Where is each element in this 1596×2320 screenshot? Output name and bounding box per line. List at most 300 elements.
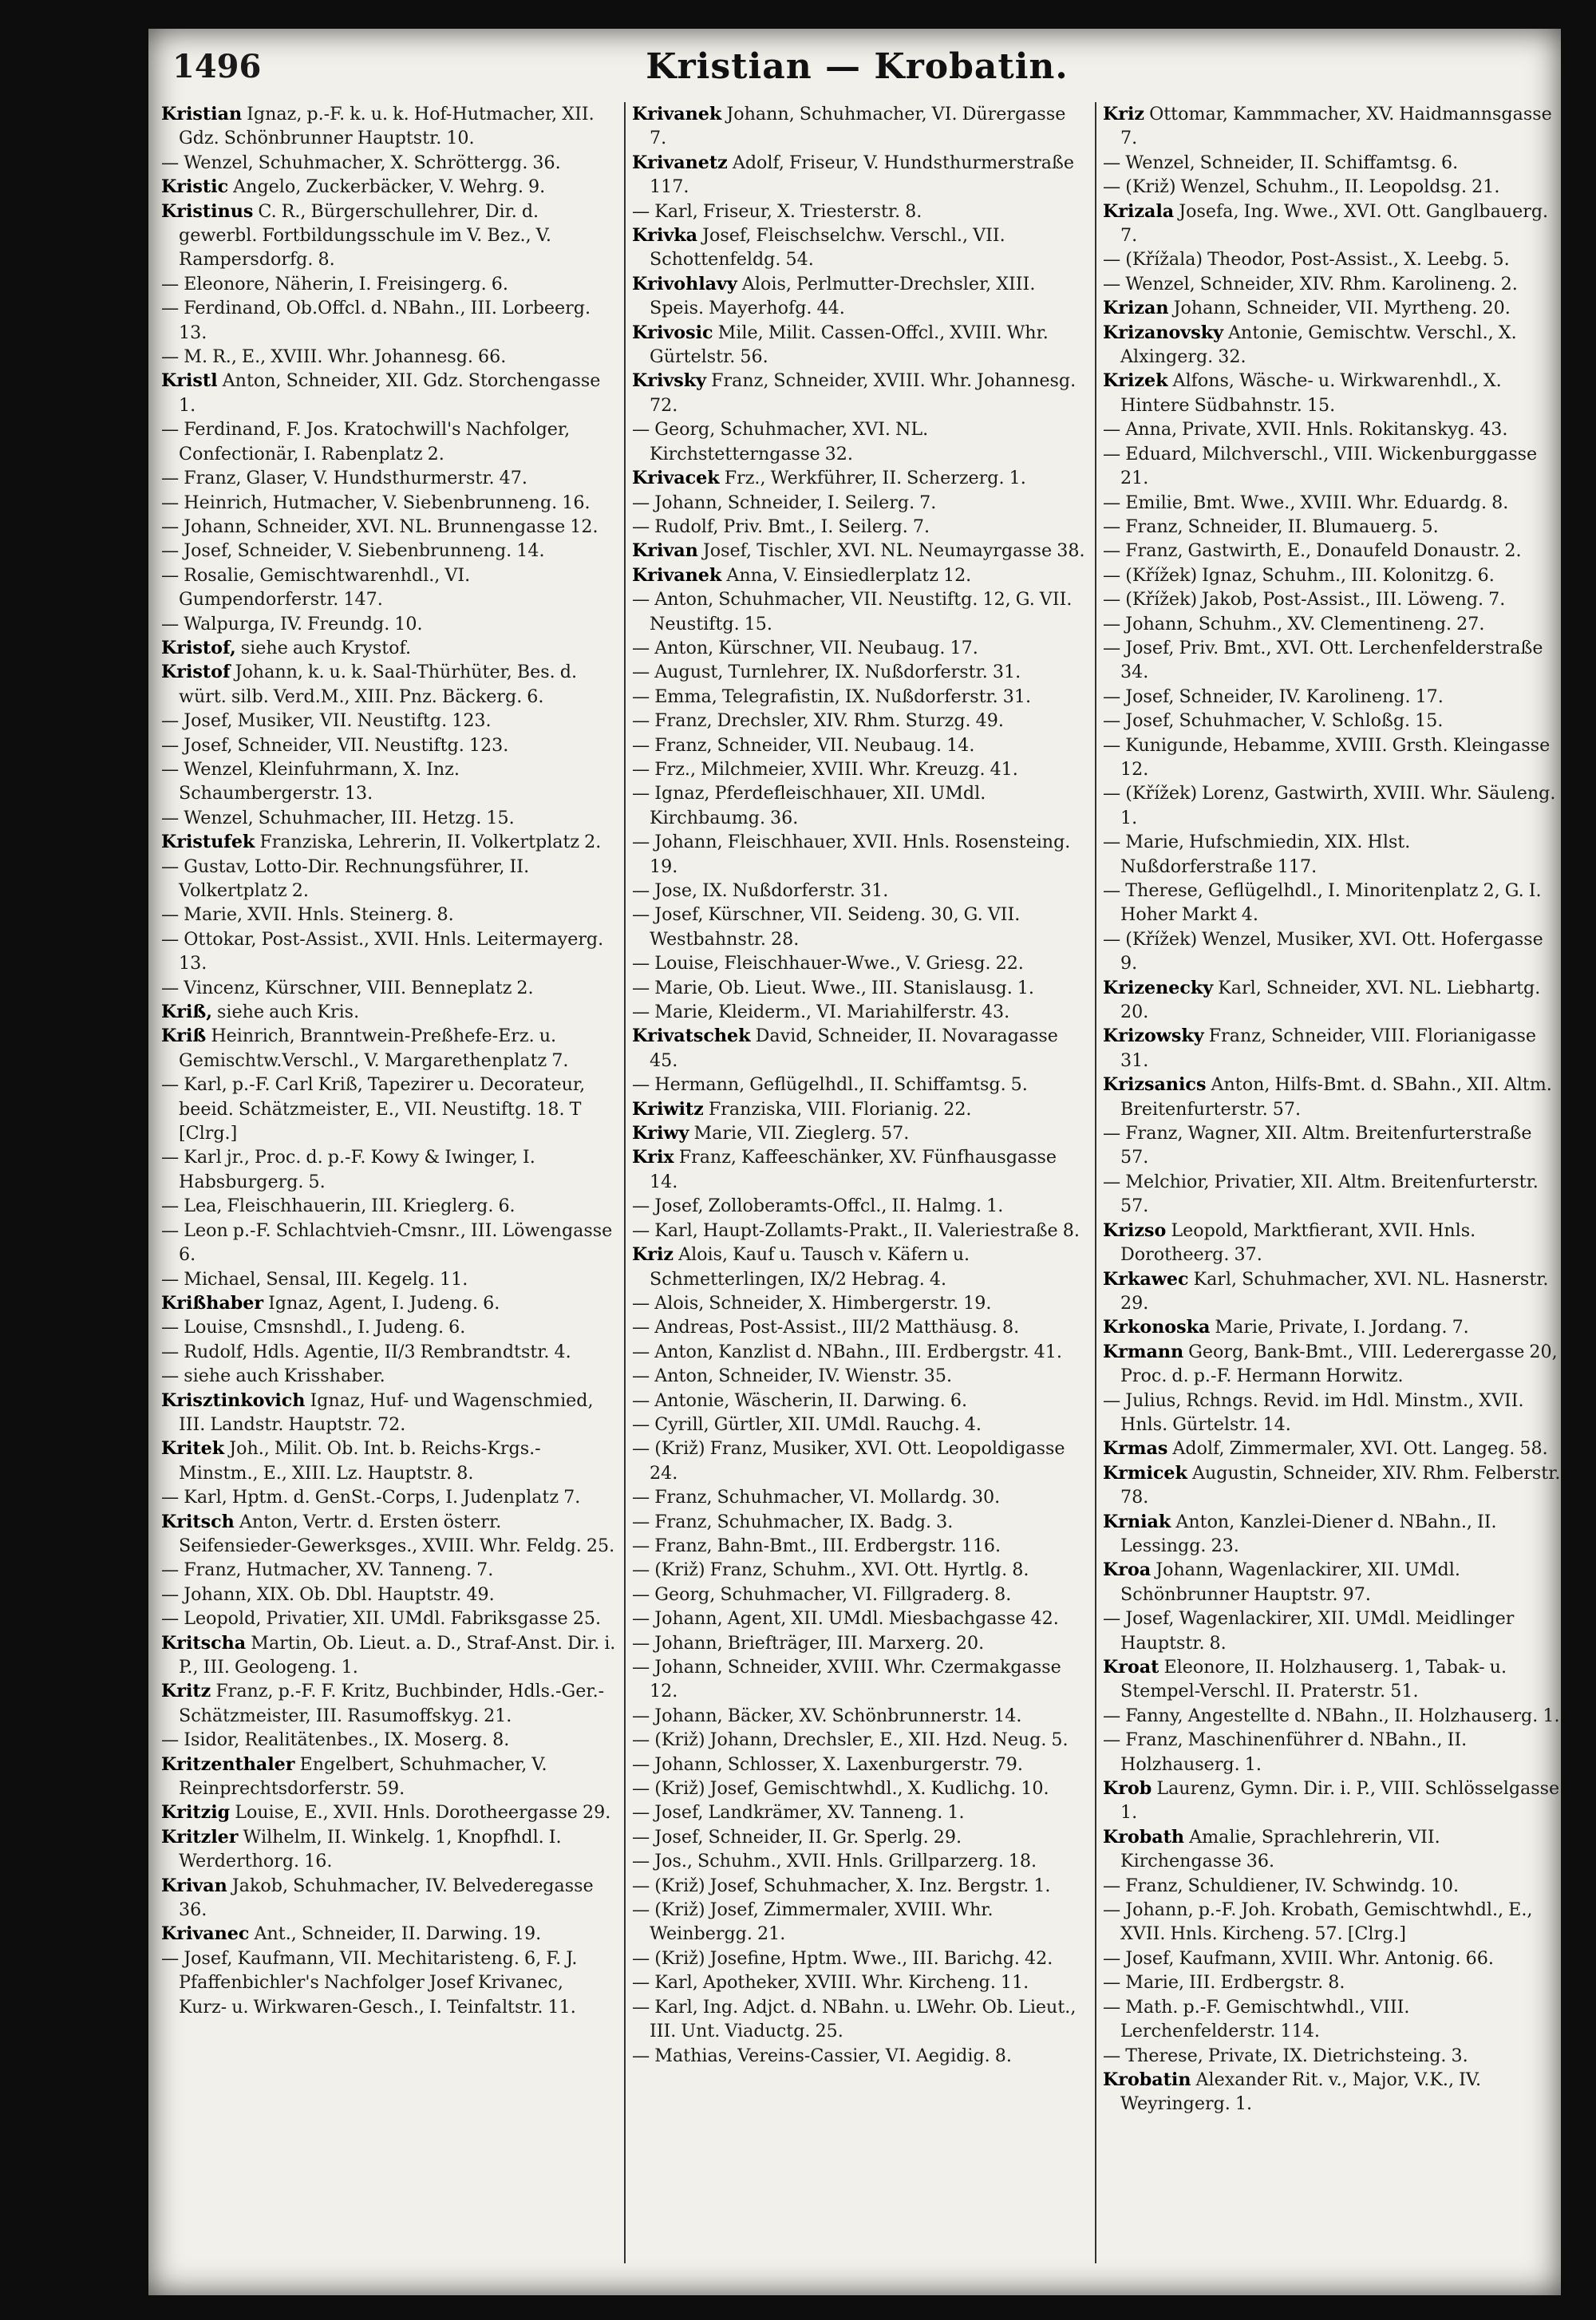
entry-surname: Krivanek (632, 564, 722, 586)
directory-entry (161, 1558, 616, 1582)
directory-entry (161, 903, 616, 927)
entry-details: Anton, Vertr. d. Ersten österr. Seifensieder-Gewerksges., XVIII. Whr. Feldg. 25. (179, 1511, 615, 1556)
entry-details: Adolf, Zimmermaler, XVI. Ott. Langeg. 58. (1167, 1438, 1548, 1460)
directory-entry (1103, 247, 1561, 271)
column-divider (624, 102, 626, 2263)
directory-entry (632, 976, 1087, 1000)
directory-entry (161, 1315, 616, 1339)
entry-details: — Hermann, Geflügelhdl., II. Schiffamtsg. 5. (632, 1074, 1028, 1096)
entry-details: — Wenzel, Kleinfuhrmann, X. Inz. Schaumbergerstr. 13. (161, 758, 460, 804)
entry-surname: Kritek (161, 1438, 225, 1460)
entry-details: — Anton, Schuhmacher, VII. Neustiftg. 12, G. VII. Neustiftg. 15. (632, 589, 1073, 634)
entry-details: — Johann, Schlosser, X. Laxenburgerstr. 79. (632, 1753, 1023, 1775)
directory-entry (632, 272, 1087, 321)
entry-details: Ignaz, Agent, I. Judeng. 6. (263, 1292, 500, 1314)
entry-details: — Melchior, Privatier, XII. Altm. Breitenfurterstr. 57. (1103, 1171, 1539, 1217)
column-1 (161, 102, 616, 2263)
directory-entry (1103, 2068, 1561, 2116)
entry-details: Ignaz, p.-F. k. u. k. Hof-Hutmacher, XII. Gdz. Schönbrunner Hauptstr. 10. (179, 104, 595, 149)
entry-details: — (Křížek) Wenzel, Musiker, XVI. Ott. Hofergasse 9. (1103, 928, 1543, 974)
entry-details: Anton, Hilfs-Bmt. d. SBahn., XII. Altm. Breitenfurterstr. 57. (1120, 1074, 1552, 1120)
directory-entry (161, 1679, 616, 1728)
directory-entry (1103, 296, 1561, 320)
entry-details: Eleonore, II. Holzhauserg. 1, Tabak- u. Stempel-Verschl. II. Praterstr. 51. (1120, 1657, 1507, 1702)
entry-surname: Krivan (161, 1875, 227, 1896)
directory-entry (632, 1121, 1087, 1145)
entry-details: — siehe auch Krisshaber. (161, 1366, 385, 1387)
entry-details: — Anton, Kürschner, VII. Neubaug. 17. (632, 637, 978, 658)
directory-entry (632, 709, 1087, 733)
entry-surname: Krivanetz (632, 152, 728, 173)
entry-details: — Fanny, Angestellte d. NBahn., II. Holzhauserg. 1. (1103, 1705, 1560, 1726)
entry-details: — Franz, Drechsler, XIV. Rhm. Sturzg. 49. (632, 710, 1004, 732)
directory-entry (1103, 102, 1561, 151)
directory-entry (632, 1583, 1087, 1607)
entry-surname: Kroat (1103, 1657, 1159, 1678)
entry-details: Johann, k. u. k. Saal-Thürhüter, Bes. d. würt. silb. Verd.M., XIII. Pnz. Bäckerg. 6. (179, 662, 578, 707)
directory-entry (632, 1534, 1087, 1558)
entry-details: Franz, p.-F. F. Kritz, Buchbinder, Hdls.-Ger.-Schätzmeister, III. Rasumoffskyg. 21. (179, 1681, 605, 1726)
directory-entry (161, 1000, 616, 1024)
directory-entry (632, 563, 1087, 587)
directory-entry (632, 2044, 1087, 2068)
entry-surname: Kristof (161, 662, 231, 683)
directory-entry (161, 1800, 616, 1824)
entry-details: — Josef, Landkrämer, XV. Tanneng. 1. (632, 1802, 965, 1824)
entry-details: — Jose, IX. Nußdorferstr. 31. (632, 880, 889, 901)
directory-entry (632, 151, 1087, 200)
running-head: Kristian — Krobatin. (646, 46, 1069, 87)
directory-entry (1103, 1267, 1561, 1316)
entry-details: Martin, Ob. Lieut. a. D., Straf-Anst. Dir. i. P., III. Geologeng. 1. (179, 1632, 616, 1678)
entry-details: Josef, Fleischselchw. Verschl., VII. Schottenfeldg. 54. (650, 225, 1005, 271)
entry-surname: Krmicek (1103, 1462, 1187, 1484)
entry-details: — Josef, Priv. Bmt., XVI. Ott. Lerchenfelderstraße 34. (1103, 637, 1543, 683)
entry-surname: Krmann (1103, 1341, 1184, 1362)
entry-surname: Krob (1103, 1778, 1152, 1800)
directory-entry (632, 1558, 1087, 1582)
directory-entry (632, 1315, 1087, 1339)
entry-details: — Anton, Kanzlist d. NBahn., III. Erdbergstr. 41. (632, 1341, 1062, 1362)
entry-details: — Anton, Schneider, IV. Wienstr. 35. (632, 1366, 953, 1387)
entry-details: Anton, Schneider, XII. Gdz. Storchengasse 1. (179, 370, 601, 416)
directory-entry (632, 1849, 1087, 1873)
directory-entry (161, 1267, 616, 1291)
entry-surname: Kristinus (161, 200, 254, 222)
entry-details: — Georg, Schuhmacher, VI. Fillgraderg. 8. (632, 1583, 1012, 1605)
directory-entry (1103, 830, 1561, 879)
directory-entry (1103, 1073, 1561, 1121)
directory-entry (1103, 491, 1561, 515)
directory-entry (1103, 151, 1561, 175)
entry-details: Ant., Schneider, II. Darwing. 19. (249, 1923, 542, 1945)
directory-entry (1103, 417, 1561, 441)
directory-entry (632, 660, 1087, 684)
directory-entry (632, 1340, 1087, 1364)
entry-details: — Kunigunde, Hebamme, XVIII. Grsth. Kleingasse 12. (1103, 734, 1551, 780)
entry-details: — (Křížek) Ignaz, Schuhm., III. Kolonitzg. 6. (1103, 564, 1495, 586)
entry-details: Frz., Werkführer, II. Scherzerg. 1. (719, 468, 1026, 489)
entry-surname: Kristic (161, 176, 229, 198)
directory-entry (161, 1947, 616, 2019)
directory-entry (1103, 709, 1561, 733)
directory-entry (161, 976, 616, 1000)
entry-details: — Josef, Musiker, VII. Neustiftg. 123. (161, 710, 492, 732)
entry-surname: Kritzler (161, 1826, 239, 1848)
directory-entry (1103, 1558, 1561, 1607)
directory-entry (161, 491, 616, 515)
entry-details: — Karl, p.-F. Carl Kriß, Tapezirer u. Decorateur, beeid. Schätzmeister, E., VII. Neustiftg. 18. T [Clrg.] (161, 1074, 586, 1144)
entry-details: — Franz, Schuldiener, IV. Schwindg. 10. (1103, 1875, 1460, 1896)
entry-details: — Josef, Schuhmacher, V. Schloßg. 15. (1103, 710, 1444, 732)
entry-details: — Franz, Glaser, V. Hundsthurmerstr. 47. (161, 468, 527, 489)
entry-details: — M. R., E., XVIII. Whr. Johannesg. 66. (161, 346, 507, 368)
directory-entry (1103, 1024, 1561, 1073)
entry-details: Alois, Kauf u. Tausch v. Käfern u. Schmetterlingen, IX/2 Hebrag. 4. (650, 1244, 970, 1290)
directory-entry (161, 927, 616, 976)
directory-entry (632, 1243, 1087, 1291)
directory-entry (632, 1607, 1087, 1630)
directory-entry (161, 1024, 616, 1073)
directory-page (148, 29, 1561, 2295)
directory-entry (632, 781, 1087, 830)
directory-entry (1103, 563, 1561, 587)
entry-details: — Marie, Hufschmiedin, XIX. Hlst. Nußdorferstraße 117. (1103, 832, 1411, 877)
entry-details: — Therese, Private, IX. Dietrichsteing. 3. (1103, 2045, 1468, 2066)
entry-details: — Johann, Schuhm., XV. Clementineng. 27. (1103, 613, 1485, 634)
column-2 (632, 102, 1087, 2263)
entry-surname: Kritsch (161, 1511, 235, 1532)
entry-surname: Krivanec (161, 1923, 250, 1945)
entry-details: — Josef, Kaufmann, XVIII. Whr. Antonig. 66. (1103, 1947, 1494, 1969)
entry-surname: Krix (632, 1147, 674, 1168)
entry-surname: Kroa (1103, 1559, 1152, 1581)
entry-details: — Franz, Bahn-Bmt., III. Erdbergstr. 116. (632, 1535, 1001, 1556)
entry-details: Anna, V. Einsiedlerplatz 12. (721, 564, 972, 586)
directory-entry (161, 1510, 616, 1559)
directory-entry (1103, 1461, 1561, 1510)
directory-entry (1103, 321, 1561, 370)
entry-details: — (Křížek) Lorenz, Gastwirth, XVIII. Whr. Säuleng. 1. (1103, 783, 1556, 828)
entry-details: — Johann, Schneider, XVIII. Whr. Czermakgasse 12. (632, 1657, 1061, 1702)
entry-surname: Kritz (161, 1681, 211, 1702)
entry-surname: Krizek (1103, 370, 1168, 392)
entry-details: — Karl, Friseur, X. Triesterstr. 8. (632, 200, 922, 222)
directory-entry (632, 1800, 1087, 1824)
entry-details: — Eduard, Milchverschl., VIII. Wickenburggasse 21. (1103, 443, 1538, 489)
directory-entry (161, 709, 616, 733)
directory-entry (632, 1219, 1087, 1243)
directory-entry (161, 1340, 616, 1364)
entry-details: — Franz, Schneider, VII. Neubaug. 14. (632, 734, 975, 756)
entry-details: Josef, Tischler, XVI. NL. Neumayrgasse 38. (697, 540, 1085, 562)
page-header (172, 43, 1542, 99)
entry-details: siehe auch Kris. (211, 1002, 360, 1023)
entry-details: Karl, Schuhmacher, XVI. NL. Hasnerstr. 29. (1120, 1268, 1549, 1314)
directory-entry (161, 1922, 616, 1946)
entry-details: Alfons, Wäsche- u. Wirkwarenhdl., X. Hintere Südbahnstr. 15. (1120, 370, 1502, 416)
entry-details: Wilhelm, II. Winkelg. 1, Knopfhdl. I. Werderthorg. 16. (179, 1826, 562, 1872)
directory-entry (161, 1825, 616, 1874)
entry-details: — Franz, Hutmacher, XV. Tanneng. 7. (161, 1559, 494, 1581)
directory-entry (161, 1607, 616, 1630)
entry-surname: Krobatin (1103, 2069, 1191, 2090)
directory-entry (632, 223, 1087, 272)
directory-entry (632, 321, 1087, 370)
entry-details: C. R., Bürgerschullehrer, Dir. d. gewerbl. Fortbildungsschule im V. Bez., V. Rampersdorfg. 8. (179, 200, 551, 271)
entry-details: Antonie, Gemischtw. Verschl., X. Alxingerg. 32. (1120, 322, 1517, 368)
directory-entry (161, 1437, 616, 1485)
entry-details: — Vincenz, Kürschner, VIII. Benneplatz 2. (161, 977, 534, 998)
entry-details: — (Križ) Josef, Zimmermaler, XVIII. Whr. Weinbergg. 21. (632, 1899, 994, 1945)
entry-details: — (Křížala) Theodor, Post-Assist., X. Leebg. 5. (1103, 249, 1510, 271)
entry-details: — Josef, Wagenlackirer, XII. UMdl. Meidlinger Hauptstr. 8. (1103, 1608, 1515, 1654)
directory-entry (632, 1437, 1087, 1485)
entry-details: Mile, Milit. Cassen-Offcl., XVIII. Whr. Gürtelstr. 56. (650, 322, 1049, 368)
entry-details: Marie, VII. Zieglerg. 57. (689, 1123, 910, 1144)
directory-entry (632, 1389, 1087, 1413)
entry-details: — Karl, Hptm. d. GenSt.-Corps, I. Judenplatz 7. (161, 1487, 581, 1508)
entry-details: Ottomar, Kammmacher, XV. Haidmannsgasse 7. (1120, 104, 1552, 149)
directory-entry (632, 1777, 1087, 1800)
directory-entry (1103, 1704, 1561, 1728)
entry-details: — Johann, Fleischhauer, XVII. Hnls. Rosensteing. 19. (632, 832, 1071, 877)
entry-details: — Johann, Agent, XII. UMdl. Miesbachgasse 42. (632, 1608, 1059, 1630)
directory-entry (632, 515, 1087, 539)
entry-details: — (Križ) Josef, Gemischtwhdl., X. Kudlichg. 10. (632, 1778, 1049, 1800)
column-divider (1095, 102, 1096, 2263)
column-3 (1103, 102, 1561, 2263)
entry-details: siehe auch Krystof. (235, 637, 412, 658)
entry-details: — Emilie, Bmt. Wwe., XVIII. Whr. Eduardg. 8. (1103, 492, 1509, 513)
entry-details: — Johann, Schneider, I. Seilerg. 7. (632, 492, 937, 513)
directory-entry (1103, 539, 1561, 563)
directory-entry (632, 685, 1087, 709)
entry-details: Franziska, VIII. Florianig. 22. (703, 1098, 972, 1120)
entry-surname: Krizsanics (1103, 1074, 1207, 1096)
entry-details: — Josef, Schneider, IV. Karolineng. 17. (1103, 686, 1444, 707)
directory-entry (161, 1874, 616, 1923)
entry-surname: Krizanovsky (1103, 322, 1223, 343)
entry-details: Alexander Rit. v., Major, V.K., IV. Weyringerg. 1. (1120, 2069, 1482, 2115)
directory-entry (632, 636, 1087, 660)
entry-surname: Krisztinkovich (161, 1389, 306, 1411)
entry-details: — Therese, Geflügelhdl., I. Minoritenplatz 2, G. I. Hoher Markt 4. (1103, 880, 1542, 926)
entry-details: Laurenz, Gymn. Dir. i. P., VIII. Schlösselgasse 1. (1120, 1778, 1560, 1824)
directory-entry (161, 1219, 616, 1267)
entry-details: — (Križ) Josefine, Hptm. Wwe., III. Barichg. 42. (632, 1947, 1053, 1969)
directory-entry (161, 296, 616, 345)
entry-details: — Andreas, Post-Assist., III/2 Matthäusg. 8. (632, 1317, 1020, 1338)
entry-details: — Franz, Gastwirth, E., Donaufeld Donaustr. 2. (1103, 540, 1522, 562)
entry-details: — Franz, Maschinenführer d. NBahn., II. Holzhauserg. 1. (1103, 1729, 1468, 1775)
entry-details: — Johann, Schneider, XVI. NL. Brunnengasse 12. (161, 516, 598, 537)
entry-details: — Ignaz, Pferdefleischhauer, XII. UMdl. Kirchbaumg. 36. (632, 783, 986, 828)
entry-surname: Kriß, (161, 1002, 212, 1023)
directory-entry (632, 1728, 1087, 1752)
entry-surname: Kristl (161, 370, 218, 392)
entry-surname: Kritzenthaler (161, 1753, 295, 1775)
entry-surname: Krivsky (632, 370, 707, 392)
entry-details: — Rosalie, Gemischtwarenhdl., VI. Gumpendorferstr. 147. (161, 564, 471, 611)
entry-details: — Josef, Schneider, V. Siebenbrunneng. 14. (161, 540, 545, 562)
entry-details: Angelo, Zuckerbäcker, V. Wehrg. 9. (228, 176, 546, 198)
entry-details: Franz, Schneider, VIII. Florianigasse 31. (1120, 1026, 1536, 1071)
entry-details: — Walpurga, IV. Freundg. 10. (161, 613, 423, 634)
entry-details: Alois, Perlmutter-Drechsler, XIII. Speis. Mayerhofg. 44. (650, 273, 1036, 319)
directory-entry (161, 102, 616, 151)
directory-entry (1103, 1219, 1561, 1267)
entry-surname: Krivka (632, 225, 698, 247)
entry-details: — Mathias, Vereins-Cassier, VI. Aegidig. 8. (632, 2045, 1012, 2066)
directory-entry (632, 466, 1087, 490)
directory-entry (632, 1655, 1087, 1704)
entry-details: — Johann, p.-F. Joh. Krobath, Gemischtwhdl., E., XVII. Hnls. Kircheng. 57. [Clrg.] (1103, 1899, 1533, 1945)
directory-entry (1103, 685, 1561, 709)
entry-details: — Franz, Wagner, XII. Altm. Breitenfurterstraße 57. (1103, 1123, 1532, 1168)
entry-surname: Krkawec (1103, 1268, 1189, 1290)
entry-details: — Wenzel, Schuhmacher, X. Schröttergg. 36. (161, 152, 561, 173)
directory-entry (1103, 1947, 1561, 1970)
entry-details: Adolf, Friseur, V. Hundsthurmerstraße 117. (650, 152, 1074, 198)
directory-entry (1103, 1510, 1561, 1559)
entry-details: — Franz, Schuhmacher, VI. Mollardg. 30. (632, 1487, 1001, 1508)
directory-entry (632, 757, 1087, 781)
entry-details: Johann, Wagenlackirer, XII. UMdl. Schönbrunner Hauptstr. 97. (1120, 1559, 1460, 1605)
directory-entry (161, 636, 616, 660)
entry-surname: Kristian (161, 104, 243, 124)
directory-entry (632, 1073, 1087, 1097)
entry-details: — Wenzel, Schneider, XIV. Rhm. Karolineng. 2. (1103, 273, 1518, 294)
entry-details: — Louise, Fleischhauer-Wwe., V. Griesg. 22. (632, 953, 1024, 974)
entry-surname: Krizala (1103, 200, 1175, 222)
directory-entry (632, 1970, 1087, 1994)
directory-entry (632, 1194, 1087, 1218)
entry-surname: Kristufek (161, 832, 255, 853)
entry-details: — (Križ) Johann, Drechsler, E., XII. Hzd. Neug. 5. (632, 1729, 1069, 1751)
entry-surname: Kritscha (161, 1632, 247, 1654)
directory-entry (1103, 200, 1561, 248)
directory-entry (1103, 1437, 1561, 1460)
directory-entry (632, 1704, 1087, 1728)
entry-details: Franziska, Lehrerin, II. Volkertplatz 2. (255, 832, 602, 853)
directory-entry (161, 660, 616, 709)
directory-entry (1103, 976, 1561, 1025)
directory-entry (632, 1485, 1087, 1509)
entry-details: Franz, Kaffeeschänker, XV. Fünfhausgasse 14. (650, 1147, 1057, 1192)
page-number: 1496 (172, 48, 262, 85)
directory-entry (161, 539, 616, 563)
directory-entry (161, 417, 616, 466)
directory-entry (161, 345, 616, 369)
entry-details: — Karl jr., Proc. d. p.-F. Kowy & Iwinger, I. Habsburgerg. 5. (161, 1147, 535, 1192)
directory-entry (1103, 1655, 1561, 1704)
directory-entry (161, 1485, 616, 1509)
directory-entry (1103, 1340, 1561, 1389)
directory-entry (161, 1073, 616, 1145)
directory-entry (1103, 369, 1561, 417)
entry-details: — Ferdinand, Ob.Offcl. d. NBahn., III. Lorbeerg. 13. (161, 298, 591, 343)
entry-details: — Johann, Briefträger, III. Marxerg. 20. (632, 1632, 985, 1654)
entry-details: Marie, Private, I. Jordang. 7. (1210, 1317, 1469, 1338)
directory-entry (632, 417, 1087, 466)
entry-details: — Heinrich, Hutmacher, V. Siebenbrunneng. 16. (161, 492, 591, 513)
directory-entry (1103, 1121, 1561, 1170)
directory-entry (632, 830, 1087, 879)
directory-entry (1103, 1898, 1561, 1947)
directory-entry (1103, 879, 1561, 927)
directory-entry (161, 855, 616, 903)
directory-entry (632, 1631, 1087, 1655)
entry-surname: Krniak (1103, 1511, 1171, 1532)
entry-details: Karl, Schneider, XVI. NL. Liebhartg. 20. (1120, 977, 1541, 1023)
entry-surname: Krizowsky (1103, 1026, 1204, 1047)
entry-details: — Alois, Schneider, X. Himbergerstr. 19. (632, 1292, 992, 1314)
entry-surname: Kritzig (161, 1802, 231, 1824)
entry-surname: Krmas (1103, 1438, 1168, 1460)
entry-details: — Johann, XIX. Ob. Dbl. Hauptstr. 49. (161, 1583, 495, 1605)
entry-surname: Krivanek (632, 104, 722, 124)
entry-details: — (Križ) Franz, Musiker, XVI. Ott. Leopoldigasse 24. (632, 1438, 1065, 1484)
directory-entry (161, 369, 616, 417)
entry-details: Ignaz, Huf- und Wagenschmied, III. Landstr. Hauptstr. 72. (179, 1389, 594, 1435)
entry-details: — Karl, Haupt-Zollamts-Prakt., II. Valeriestraße 8. (632, 1219, 1080, 1241)
directory-entry (1103, 733, 1561, 782)
directory-entry (632, 1413, 1087, 1437)
directory-entry (161, 175, 616, 199)
directory-entry (1103, 1389, 1561, 1437)
entry-surname: Krizan (1103, 298, 1169, 319)
entry-details: — Wenzel, Schuhmacher, III. Hetzg. 15. (161, 807, 515, 828)
directory-entry (161, 1583, 616, 1607)
entry-details: — Ferdinand, F. Jos. Kratochwill's Nachfolger, Confectionär, I. Rabenplatz 2. (161, 419, 571, 464)
entry-surname: Kriwitz (632, 1098, 704, 1120)
entry-details: — Julius, Rchngs. Revid. im Hdl. Minstm., XVII. Hnls. Gürtelstr. 14. (1103, 1389, 1524, 1435)
directory-columns (161, 102, 1561, 2263)
entry-details: Johann, Schneider, VII. Myrtheng. 20. (1168, 298, 1511, 319)
entry-details: — August, Turnlehrer, IX. Nußdorferstr. 31. (632, 662, 1021, 683)
entry-details: — Johann, Bäcker, XV. Schönbrunnerstr. 14. (632, 1705, 1022, 1726)
directory-entry (1103, 781, 1561, 830)
entry-surname: Krißhaber (161, 1292, 264, 1314)
directory-entry (632, 1753, 1087, 1777)
entry-details: Johann, Schuhmacher, VI. Dürergasse 7. (650, 104, 1066, 149)
directory-entry (161, 830, 616, 854)
entry-details: — Michael, Sensal, III. Kegelg. 11. (161, 1268, 468, 1290)
directory-entry (632, 1995, 1087, 2044)
directory-entry (632, 491, 1087, 515)
entry-details: — Marie, Ob. Lieut. Wwe., III. Stanislausg. 1. (632, 977, 1034, 998)
entry-surname: Kriz (632, 1244, 674, 1266)
directory-entry (632, 733, 1087, 757)
directory-entry (161, 1728, 616, 1752)
directory-entry (161, 1631, 616, 1680)
entry-details: — Karl, Apotheker, XVIII. Whr. Kircheng. 11. (632, 1972, 1029, 1994)
entry-details: — Josef, Schneider, VII. Neustiftg. 123. (161, 734, 509, 756)
directory-entry (161, 612, 616, 636)
directory-entry (161, 733, 616, 757)
directory-entry (632, 1097, 1087, 1121)
entry-details: — Georg, Schuhmacher, XVI. NL. Kirchstetterngasse 32. (632, 419, 929, 464)
directory-entry (632, 903, 1087, 951)
directory-entry (632, 102, 1087, 151)
directory-entry (1103, 272, 1561, 296)
entry-details: — Josef, Kaufmann, VII. Mechitaristeng. 6, F. J. Pfaffenbichler's Nachfolger Josef Krivanec, Kurz- u. Wirkwaren-Gesch., I. Teinfaltstr. 11. (161, 1947, 578, 2018)
directory-entry (632, 1947, 1087, 1970)
directory-entry (632, 879, 1087, 903)
entry-details: Louise, E., XVII. Hnls. Dorotheergasse 29. (230, 1802, 611, 1824)
entry-details: — Wenzel, Schneider, II. Schiffamtsg. 6. (1103, 152, 1459, 173)
